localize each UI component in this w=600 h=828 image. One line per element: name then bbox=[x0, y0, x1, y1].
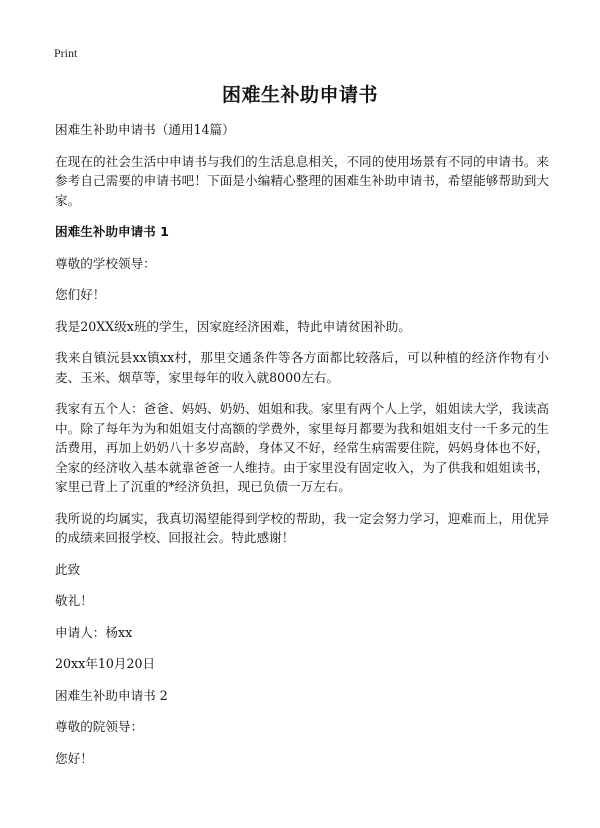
section-1-applicant: 申请人：杨xx bbox=[55, 624, 133, 640]
section-1-paragraph-4: 我所说的均属实，我真切渴望能得到学校的帮助，我一定会努力学习，迎难而上，用优异的成绩来回报学校、回报社会。特此感谢！ bbox=[55, 510, 549, 545]
section-1-paragraph-3: 我家有五个人：爸爸、妈妈、奶奶、姐姐和我。家里有两个人上学，姐姐读大学，我读高中。除了每年为为和姐姐支付高额的学费外，家里每月都要为我和姐姐支付一千多元的生活费用，再加上奶奶八十多岁高龄，身体又不好，经常生病需要住院，妈妈身体也不好，全家的经济收入基本就靠爸爸一人维持。由于家里没有固定收入，为了供我和姐姐读书，家里已背上了沉重的*经济负担，现已负债一万左右。 bbox=[55, 401, 549, 494]
section-1-heading: 困难生补助申请书 1 bbox=[55, 224, 169, 239]
section-1-paragraph-2: 我来自镇沅县xx镇xx村，那里交通条件等各方面都比较落后，可以种植的经济作物有小麦、玉米、烟草等，家里每年的收入就8000左右。 bbox=[55, 350, 549, 385]
document-body bbox=[55, 120, 549, 780]
section-1-greeting: 您们好！ bbox=[55, 287, 106, 302]
section-2-salutation: 尊敬的院领导： bbox=[55, 719, 144, 734]
print-link[interactable]: Print bbox=[54, 46, 78, 60]
document-title: 困难生补助申请书 bbox=[221, 84, 378, 106]
section-1-paragraph-1: 我是20XX级x班的学生，因家庭经济困难，特此申请贫困补助。 bbox=[55, 318, 411, 334]
intro-paragraph: 在现在的社会生活中申请书与我们的生活息息相关，不同的使用场景有不同的申请书。来参考自己需要的申请书吧！下面是小编精心整理的困难生补助申请书，希望能够帮助到大家。 bbox=[55, 153, 549, 208]
section-1-closing-2: 敬礼！ bbox=[55, 593, 93, 608]
section-2-heading: 困难生补助申请书 2 bbox=[55, 687, 168, 703]
section-1-salutation: 尊敬的学校领导： bbox=[55, 255, 156, 271]
section-2-greeting: 您好！ bbox=[55, 750, 93, 766]
section-1-date: 20xx年10月20日 bbox=[55, 656, 156, 671]
document-subtitle: 困难生补助申请书（通用14篇） bbox=[55, 122, 235, 137]
section-1-closing-1: 此致 bbox=[55, 561, 81, 577]
